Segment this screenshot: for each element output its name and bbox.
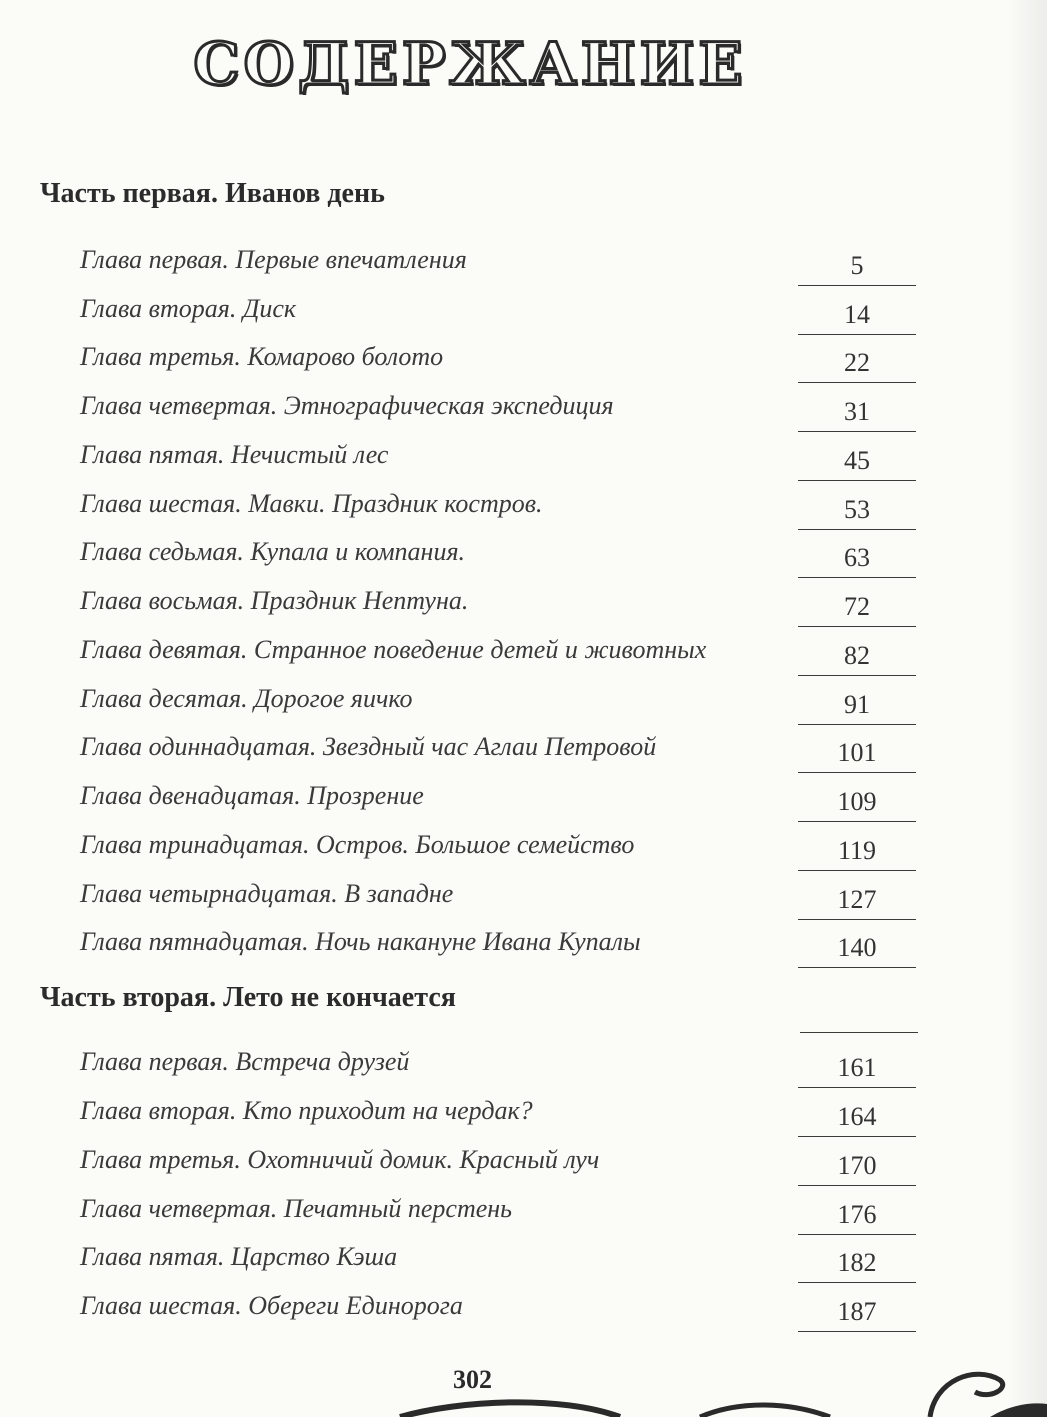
toc-entry (0, 879, 1047, 928)
chapter-title: Глава четвертая. Печатный перстень (80, 1194, 512, 1223)
page-number: 91 (798, 690, 916, 725)
toc-entry (0, 391, 1047, 440)
part-heading-2: Часть вторая. Лето не кончается (40, 982, 456, 1013)
page-number: 101 (798, 738, 916, 773)
page-number: 22 (798, 348, 916, 383)
toc-entry (0, 1145, 1047, 1194)
chapter-title: Глава десятая. Дорогое яичко (80, 684, 413, 713)
page-number: 5 (798, 251, 916, 286)
chapter-title: Глава пятая. Царство Кэша (80, 1242, 398, 1271)
toc-entry (0, 1047, 1047, 1096)
page-number: 31 (798, 397, 916, 432)
chapter-title: Глава вторая. Кто приходит на чердак? (80, 1096, 533, 1125)
chapter-title: Глава двенадцатая. Прозрение (80, 781, 424, 810)
ornament-flourish-icon (0, 1340, 1047, 1417)
chapter-title: Глава пятнадцатая. Ночь накануне Ивана Купалы (80, 927, 641, 956)
toc-entry (0, 684, 1047, 733)
toc-entry (0, 1194, 1047, 1243)
rule-line (800, 1032, 918, 1033)
chapter-title: Глава третья. Охотничий домик. Красный луч (80, 1145, 600, 1174)
chapter-title: Глава восьмая. Праздник Нептуна. (80, 586, 469, 615)
toc-entry (0, 781, 1047, 830)
toc-entry (0, 294, 1047, 343)
chapter-title: Глава первая. Первые впечатления (80, 245, 467, 274)
chapter-title: Глава тринадцатая. Остров. Большое семейство (80, 830, 635, 859)
chapter-title: Глава пятая. Нечистый лес (80, 440, 389, 469)
page-folio: 302 (453, 1365, 492, 1394)
toc-entry (0, 440, 1047, 489)
page-title: СОДЕРЖАНИЕ (193, 30, 747, 98)
page-number: 14 (798, 300, 916, 335)
toc-entry (0, 1242, 1047, 1291)
page-number: 63 (798, 543, 916, 578)
toc-entry (0, 635, 1047, 684)
page-number: 161 (798, 1053, 916, 1088)
chapter-title: Глава одиннадцатая. Звездный час Аглаи Петровой (80, 732, 657, 761)
page-number: 82 (798, 641, 916, 676)
chapter-title: Глава седьмая. Купала и компания. (80, 537, 466, 566)
toc-entry (0, 927, 1047, 976)
page-number: 45 (798, 446, 916, 481)
toc-entry (0, 586, 1047, 635)
page-number: 72 (798, 592, 916, 627)
toc-entry (0, 245, 1047, 294)
chapter-title: Глава третья. Комарово болото (80, 342, 444, 371)
page-number: 53 (798, 495, 916, 530)
chapter-title: Глава первая. Встреча друзей (80, 1047, 410, 1076)
chapter-title: Глава девятая. Странное поведение детей и животных (80, 635, 707, 664)
chapter-title: Глава вторая. Диск (80, 294, 297, 323)
page-number: 164 (798, 1102, 916, 1137)
page-number: 187 (798, 1297, 916, 1332)
chapter-title: Глава шестая. Обереги Единорога (80, 1291, 463, 1320)
toc-entry (0, 489, 1047, 538)
page-number: 176 (798, 1200, 916, 1235)
toc-entry (0, 732, 1047, 781)
toc-entry (0, 1096, 1047, 1145)
toc-entry (0, 537, 1047, 586)
toc-entry (0, 342, 1047, 391)
chapter-title: Глава четырнадцатая. В западне (80, 879, 454, 908)
toc-entry (0, 1291, 1047, 1340)
page-number: 127 (798, 885, 916, 920)
page-number: 140 (798, 933, 916, 968)
page-number: 170 (798, 1151, 916, 1186)
part-heading-1: Часть первая. Иванов день (40, 178, 385, 209)
page-number: 182 (798, 1248, 916, 1283)
page-number: 109 (798, 787, 916, 822)
toc-entry (0, 830, 1047, 879)
chapter-title: Глава четвертая. Этнографическая экспедиция (80, 391, 614, 420)
page-number: 119 (798, 836, 916, 871)
chapter-title: Глава шестая. Мавки. Праздник костров. (80, 489, 543, 518)
